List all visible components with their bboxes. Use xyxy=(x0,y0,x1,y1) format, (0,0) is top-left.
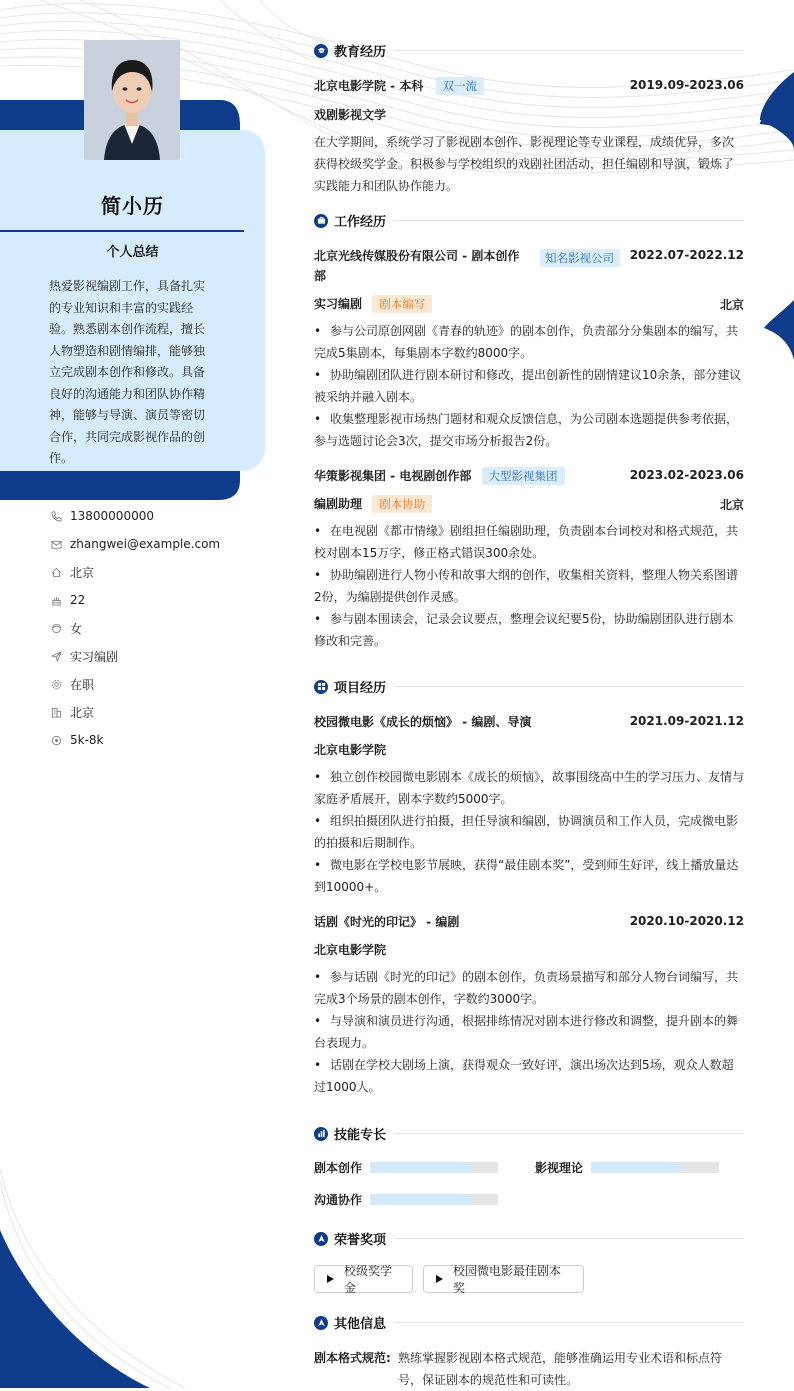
award-icon xyxy=(314,1232,328,1246)
bullet-text: 协助编剧进行人物小传和故事大纲的创作，收集相关资料，整理人物关系图谱2份，为编剧提供创作灵感。 xyxy=(314,568,739,604)
project2-bullet: • 话剧在学校大剧场上演，获得观众一致好评，演出场次达到5场，观众人数超过1000人。 xyxy=(314,1058,734,1094)
play-icon xyxy=(327,1275,334,1283)
project2-bullet: • 参与话剧《时光的印记》的剧本创作，负责场景描写和部分人物台词编写，共完成3个场景的剧本创作，字数约3000字。 xyxy=(314,970,739,1006)
avatar-photo xyxy=(84,40,180,160)
edu-major: 戏剧影视文学 xyxy=(314,108,387,122)
contact-position xyxy=(50,642,270,670)
education-icon xyxy=(314,44,328,58)
contact-city xyxy=(50,698,270,726)
contact-text: 北京 xyxy=(70,565,95,580)
job2-date: 2023.02-2023.06 xyxy=(629,468,744,482)
bullet-text: 参与剧本围读会，记录会议要点，整理会议纪要5份，协助编剧团队进行剧本修改和完善。 xyxy=(314,612,734,648)
job2-bullet: • 参与剧本围读会，记录会议要点，整理会议纪要5份，协助编剧团队进行剧本修改和完善。 xyxy=(314,612,734,648)
section-rule xyxy=(394,1322,744,1323)
bullet-text: 参与公司原创网剧《青春的轨迹》的剧本创作，负责部分分集剧本的编写，共完成5集剧本，每集剧本字数约8000字。 xyxy=(314,324,739,360)
project1-bullet: • 独立创作校园微电影剧本《成长的烦恼》，故事围绕高中生的学习压力、友情与家庭矛盾展开，剧本字数约5000字。 xyxy=(314,770,745,806)
job1-role: 实习编剧 xyxy=(314,297,363,311)
status-icon xyxy=(50,678,62,690)
job2-role-tag: 剧本协助 xyxy=(372,495,432,513)
job1-bullet: • 协助编剧团队进行剧本研讨和修改，提出创新性的剧情建议10余条，部分建议被采纳并融入剧本。 xyxy=(314,368,742,404)
salary-icon xyxy=(50,734,62,746)
edu-school: 北京电影学院 - 本科 xyxy=(314,79,424,93)
section-title: 其他信息 xyxy=(334,1317,387,1332)
contact-gender xyxy=(50,614,270,642)
project2-bullet: • 与导演和演员进行沟通，根据排练情况对剧本进行修改和调整，提升剧本的舞台表现力。 xyxy=(314,1014,739,1050)
skill-bar xyxy=(370,1194,498,1205)
contact-salary xyxy=(50,726,270,754)
section-rule xyxy=(394,1238,744,1239)
profile-name: 简小历 xyxy=(101,194,164,218)
job1-city: 北京 xyxy=(719,298,744,312)
job2-tag: 大型影视集团 xyxy=(482,467,565,485)
bullet-text: 与导演和演员进行沟通，根据排练情况对剧本进行修改和调整，提升剧本的舞台表现力。 xyxy=(314,1014,739,1050)
section-education xyxy=(314,41,744,60)
skill-bar xyxy=(370,1162,498,1173)
contact-text: 北京 xyxy=(70,705,95,720)
edu-date: 2019.09-2023.06 xyxy=(629,78,744,92)
section-rule xyxy=(394,220,744,221)
section-awards xyxy=(314,1229,744,1248)
section-title: 教育经历 xyxy=(334,45,387,60)
section-work xyxy=(314,211,744,230)
gender-icon xyxy=(50,622,62,634)
section-rule xyxy=(394,1133,744,1134)
contact-list xyxy=(50,502,270,754)
skill-bar-fill xyxy=(591,1162,681,1173)
grid-icon xyxy=(314,680,328,694)
contact-text: 5k-8k xyxy=(70,733,104,747)
skill-bar xyxy=(591,1162,719,1173)
edu-tag: 双一流 xyxy=(436,77,485,95)
section-title: 项目经历 xyxy=(334,681,387,696)
job1-bullet: • 参与公司原创网剧《青春的轨迹》的剧本创作，负责部分分集剧本的编写，共完成5集剧本，每集剧本字数约8000字。 xyxy=(314,324,739,360)
section-rule xyxy=(394,686,744,687)
award-text: 校园微电影最佳剧本奖 xyxy=(453,1264,562,1295)
skill-name: 剧本创作 xyxy=(314,1161,363,1175)
age-icon xyxy=(50,594,62,606)
award-item[interactable] xyxy=(423,1265,584,1293)
section-title: 工作经历 xyxy=(334,215,387,230)
job2-company: 华策影视集团 - 电视剧创作部 xyxy=(314,469,472,483)
project2-date: 2020.10-2020.12 xyxy=(629,914,744,928)
contact-text: 22 xyxy=(70,593,86,607)
bullet-text: 独立创作校园微电影剧本《成长的烦恼》，故事围绕高中生的学习压力、友情与家庭矛盾展开，剧本字数约5000字。 xyxy=(314,770,745,806)
job1-company: 北京光线传媒股份有限公司 - 剧本创作部 xyxy=(314,249,520,283)
name-divider xyxy=(0,230,244,232)
contact-age xyxy=(50,586,270,614)
contact-text: zhangwei@example.com xyxy=(70,537,221,551)
bullet-text: 协助编剧团队进行剧本研讨和修改，提出创新性的剧情建议10余条，部分建议被采纳并融入剧本。 xyxy=(314,368,742,404)
award-text: 校级奖学金 xyxy=(344,1264,393,1295)
section-skills xyxy=(314,1124,744,1143)
contact-phone xyxy=(50,502,270,530)
contact-text: 实习编剧 xyxy=(70,649,119,664)
section-other xyxy=(314,1313,744,1332)
summary-title: 个人总结 xyxy=(106,245,159,260)
contact-text: 女 xyxy=(70,621,83,636)
bullet-text: 在电视剧《都市情缘》剧组担任编剧助理，负责剧本台词校对和格式规范，共校对剧本15万字，修正格式错误300余处。 xyxy=(314,524,739,560)
other-label: 剧本格式规范: xyxy=(314,1351,391,1365)
contact-email xyxy=(50,530,270,558)
skill-bar-fill xyxy=(370,1194,472,1205)
project1-name: 校园微电影《成长的烦恼》 - 编剧、导演 xyxy=(314,715,532,729)
contact-location xyxy=(50,558,270,586)
skill-bar-fill xyxy=(370,1162,472,1173)
bullet-text: 收集整理影视市场热门题材和观众反馈信息，为公司剧本选题提供参考依据，参与选题讨论会3次，提交市场分析报告2份。 xyxy=(314,412,739,448)
project1-bullet: • 组织拍摄团队进行拍摄，担任导演和编剧，协调演员和工作人员，完成微电影的拍摄和后期制作。 xyxy=(314,814,739,850)
home-icon xyxy=(50,566,62,578)
job1-role-row xyxy=(314,295,432,313)
job2-bullet: • 在电视剧《都市情缘》剧组担任编剧助理，负责剧本台词校对和格式规范，共校对剧本15万字，修正格式错误300余处。 xyxy=(314,524,739,560)
bullet-text: 组织拍摄团队进行拍摄，担任导演和编剧，协调演员和工作人员，完成微电影的拍摄和后期制作。 xyxy=(314,814,739,850)
job2-city: 北京 xyxy=(719,498,744,512)
summary-text: 热爱影视编剧工作，具备扎实的专业知识和丰富的实践经验。熟悉剧本创作流程，擅长人物塑造和剧情编排，能够独立完成剧本创作和修改。具备良好的沟通能力和团队协作精神，能够与导演、演员等密切合作，共同完成影视作品的创作。 xyxy=(49,279,206,465)
bullet-text: 话剧在学校大剧场上演，获得观众一致好评，演出场次达到5场，观众人数超过1000人。 xyxy=(314,1058,734,1094)
section-title: 技能专长 xyxy=(334,1128,387,1143)
project1-date: 2021.09-2021.12 xyxy=(629,714,744,728)
contact-text: 在职 xyxy=(70,677,95,692)
skill-name: 影视理论 xyxy=(535,1161,584,1175)
section-rule xyxy=(394,50,744,51)
summary-card xyxy=(0,130,265,471)
briefcase-icon xyxy=(314,214,328,228)
mail-icon xyxy=(50,538,62,550)
job2-role-row xyxy=(314,495,432,513)
bullet-text: 参与话剧《时光的印记》的剧本创作，负责场景描写和部分人物台词编写，共完成3个场景的剧本创作，字数约3000字。 xyxy=(314,970,739,1006)
edu-school-row xyxy=(314,77,484,95)
project1-bullet: • 微电影在学校电影节展映，获得“最佳剧本奖”，受到师生好评，线上播放量达到10000+。 xyxy=(314,858,739,894)
send-icon xyxy=(50,650,62,662)
job2-bullet: • 协助编剧进行人物小传和故事大纲的创作，收集相关资料，整理人物关系图谱2份，为编剧提供创作灵感。 xyxy=(314,568,739,604)
job1-role-tag: 剧本编写 xyxy=(372,295,432,313)
edu-desc: 在大学期间，系统学习了影视剧本创作、影视理论等专业课程，成绩优异，多次获得校级奖学金。积极参与学校组织的戏剧社团活动，担任编剧和导演，锻炼了实践能力和团队协作能力。 xyxy=(314,135,735,193)
skill-name: 沟通协作 xyxy=(314,1193,363,1207)
job2-role: 编剧助理 xyxy=(314,497,363,511)
job1-date: 2022.07-2022.12 xyxy=(629,248,744,262)
section-projects xyxy=(314,677,744,696)
job1-tag: 知名影视公司 xyxy=(540,249,620,267)
building-icon xyxy=(50,706,62,718)
info-icon xyxy=(314,1316,328,1330)
play-icon xyxy=(436,1275,443,1283)
contact-status xyxy=(50,670,270,698)
project1-org: 北京电影学院 xyxy=(314,743,387,757)
phone-icon xyxy=(50,510,62,522)
bullet-text: 微电影在学校电影节展映，获得“最佳剧本奖”，受到师生好评，线上播放量达到10000+。 xyxy=(314,858,739,894)
chart-icon xyxy=(314,1127,328,1141)
job1-bullet: • 收集整理影视市场热门题材和观众反馈信息，为公司剧本选题提供参考依据，参与选题讨论会3次，提交市场分析报告2份。 xyxy=(314,412,739,448)
other-text: 熟练掌握影视剧本格式规范，能够准确运用专业术语和标点符号，保证剧本的规范性和可读性。 xyxy=(398,1351,723,1387)
contact-text: 13800000000 xyxy=(70,509,154,523)
section-title: 荣誉奖项 xyxy=(334,1233,387,1248)
award-item[interactable] xyxy=(314,1265,413,1293)
job2-company-row xyxy=(314,467,565,485)
project2-org: 北京电影学院 xyxy=(314,943,387,957)
project2-name: 话剧《时光的印记》 - 编剧 xyxy=(314,915,460,929)
